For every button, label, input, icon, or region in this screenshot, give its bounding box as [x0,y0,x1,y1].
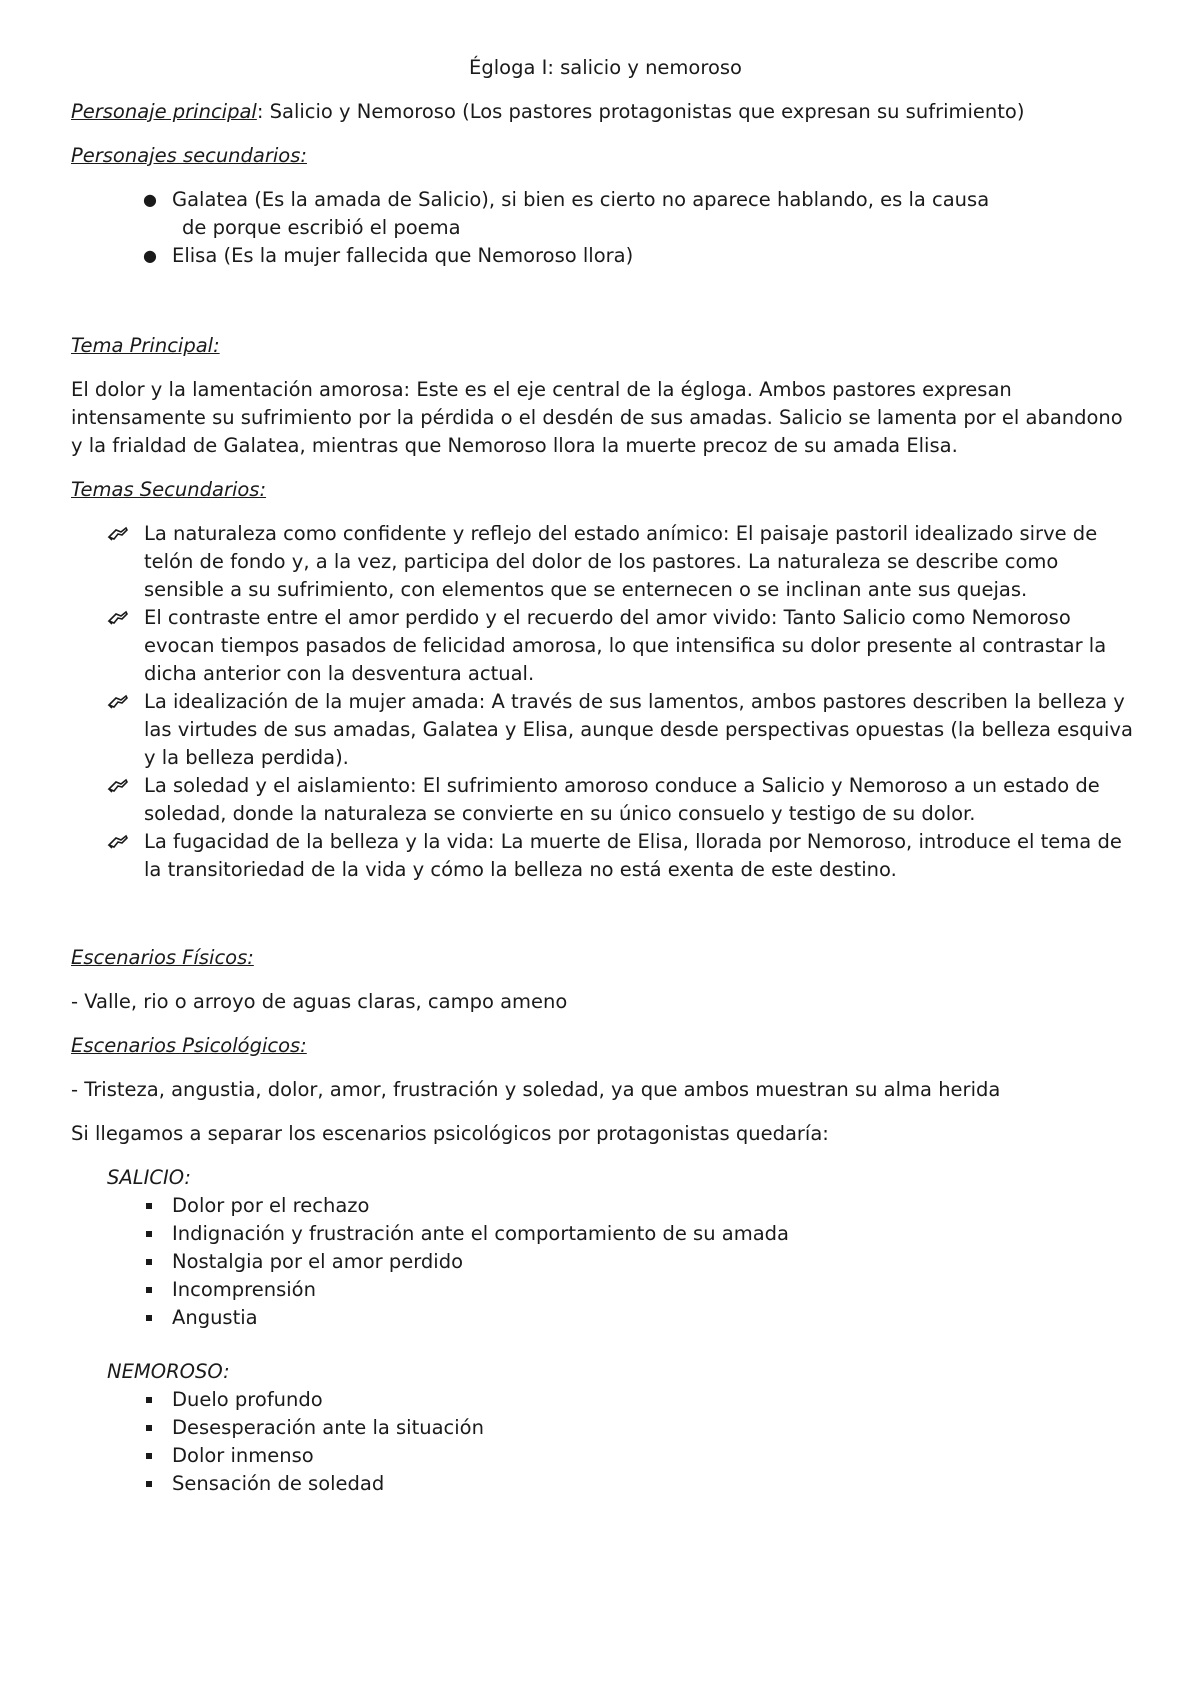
tema-principal-heading [71,332,1140,360]
writing-hand-icon [107,523,129,543]
list-item [71,1192,1140,1220]
square-bullet-icon [146,1397,152,1403]
list-item [71,1414,1140,1442]
list-item [71,1276,1140,1304]
salicio-label: SALICIO: [107,1166,191,1189]
list-item-text: Galatea (Es la amada de Salicio), si bien es cierto no aparece hablando, es la causa [172,188,990,211]
list-item [71,1304,1140,1332]
escenarios-psicologicos-intro: Si llegamos a separar los escenarios psicológicos por protagonistas quedaría: [71,1122,829,1145]
spacer [71,1332,1140,1358]
writing-hand-icon [107,775,129,795]
list-item [71,520,1140,604]
list-item-text: Incomprensión [172,1278,316,1301]
list-item-text: Nostalgia por el amor perdido [172,1250,464,1273]
list-item-text: Angustia [172,1306,258,1329]
document-title: Égloga I: salicio y nemoroso [469,56,742,79]
writing-hand-icon [107,831,129,851]
escenarios-psicologicos-text: - Tristeza, angustia, dolor, amor, frustración y soledad, ya que ambos muestran su alma herida [71,1078,1001,1101]
list-item-text: Elisa (Es la mujer fallecida que Nemoroso llora) [172,244,634,267]
spacer [71,884,1140,944]
personaje-principal-text: : Salicio y Nemoroso (Los pastores protagonistas que expresan su sufrimiento) [256,100,1025,123]
personajes-secundarios-list [71,186,1140,270]
list-item [71,828,1140,884]
square-bullet-icon [146,1315,152,1321]
list-item [71,186,1140,242]
square-bullet-icon [146,1231,152,1237]
escenarios-fisicos-heading [71,944,1140,972]
writing-hand-icon [107,607,129,627]
bullet-icon: ● [143,190,157,209]
list-item-text: El contraste entre el amor perdido y el recuerdo del amor vivido: Tanto Salicio como Nemoroso evocan tiempos pasados de felicidad amorosa, lo que intensifica su dolor presente al contrastar la dicha anterior con la desventura actual. [144,606,1107,685]
list-item-continuation: de porque escribió el poema [182,216,461,239]
square-bullet-icon [146,1203,152,1209]
list-item [71,1470,1140,1498]
tema-principal-label: Tema Principal: [71,334,220,357]
tema-principal-text: El dolor y la lamentación amorosa: Este es el eje central de la égloga. Ambos pastores expresan intensamente su sufrimiento por la pérdida o el desdén de sus amadas. Salicio se lamenta por el abandono y la frialdad de Galatea, mientras que Nemoroso llora la muerte precoz de su amada Elisa. [71,378,1123,457]
square-bullet-icon [146,1481,152,1487]
salicio-list [71,1192,1140,1332]
escenarios-fisicos-text: - Valle, rio o arroyo de aguas claras, campo ameno [71,990,568,1013]
list-item-text: Dolor inmenso [172,1444,314,1467]
list-item-text: La naturaleza como confidente y reflejo del estado anímico: El paisaje pastoril idealizado sirve de telón de fondo y, a la vez, participa del dolor de los pastores. La naturaleza se describe como sensible a su sufrimiento, con elementos que se enternecen o se inclinan ante sus quejas. [144,522,1098,601]
escenarios-fisicos-label: Escenarios Físicos: [71,946,254,969]
list-item-text: Indignación y frustración ante el comportamiento de su amada [172,1222,789,1245]
list-item-text: Duelo profundo [172,1388,323,1411]
list-item [71,1220,1140,1248]
temas-secundarios-label: Temas Secundarios: [71,478,267,501]
square-bullet-icon [146,1425,152,1431]
personajes-secundarios-heading [71,142,1140,170]
square-bullet-icon [146,1453,152,1459]
list-item [71,1442,1140,1470]
list-item-text: La soledad y el aislamiento: El sufrimiento amoroso conduce a Salicio y Nemoroso a un estado de soledad, donde la naturaleza se convierte en su único consuelo y testigo de su dolor. [144,774,1100,825]
personajes-secundarios-label: Personajes secundarios: [71,144,307,167]
spacer [71,270,1140,332]
list-item-text: Dolor por el rechazo [172,1194,370,1217]
list-item-text: Sensación de soledad [172,1472,385,1495]
list-item-text: Desesperación ante la situación [172,1416,484,1439]
list-item [71,1248,1140,1276]
escenarios-psicologicos-heading [71,1032,1140,1060]
list-item [71,242,1140,270]
square-bullet-icon [146,1259,152,1265]
nemoroso-label: NEMOROSO: [107,1360,230,1383]
temas-secundarios-list [71,520,1140,884]
bullet-icon: ● [143,246,157,265]
list-item-text: La fugacidad de la belleza y la vida: La muerte de Elisa, llorada por Nemoroso, introduce el tema de la transitoriedad de la vida y cómo la belleza no está exenta de este destino. [144,830,1122,881]
list-item-text: La idealización de la mujer amada: A través de sus lamentos, ambos pastores describen la belleza y las virtudes de sus amadas, Galatea y Elisa, aunque desde perspectivas opuestas (la belleza esquiva y la belleza perdida). [144,690,1133,769]
escenarios-psicologicos-label: Escenarios Psicológicos: [71,1034,307,1057]
nemoroso-list [71,1386,1140,1498]
personaje-principal-paragraph [71,98,1140,126]
square-bullet-icon [146,1287,152,1293]
temas-secundarios-heading [71,476,1140,504]
writing-hand-icon [107,691,129,711]
list-item [71,688,1140,772]
list-item [71,604,1140,688]
list-item [71,1386,1140,1414]
list-item [71,772,1140,828]
personaje-principal-label: Personaje principal [71,100,257,123]
